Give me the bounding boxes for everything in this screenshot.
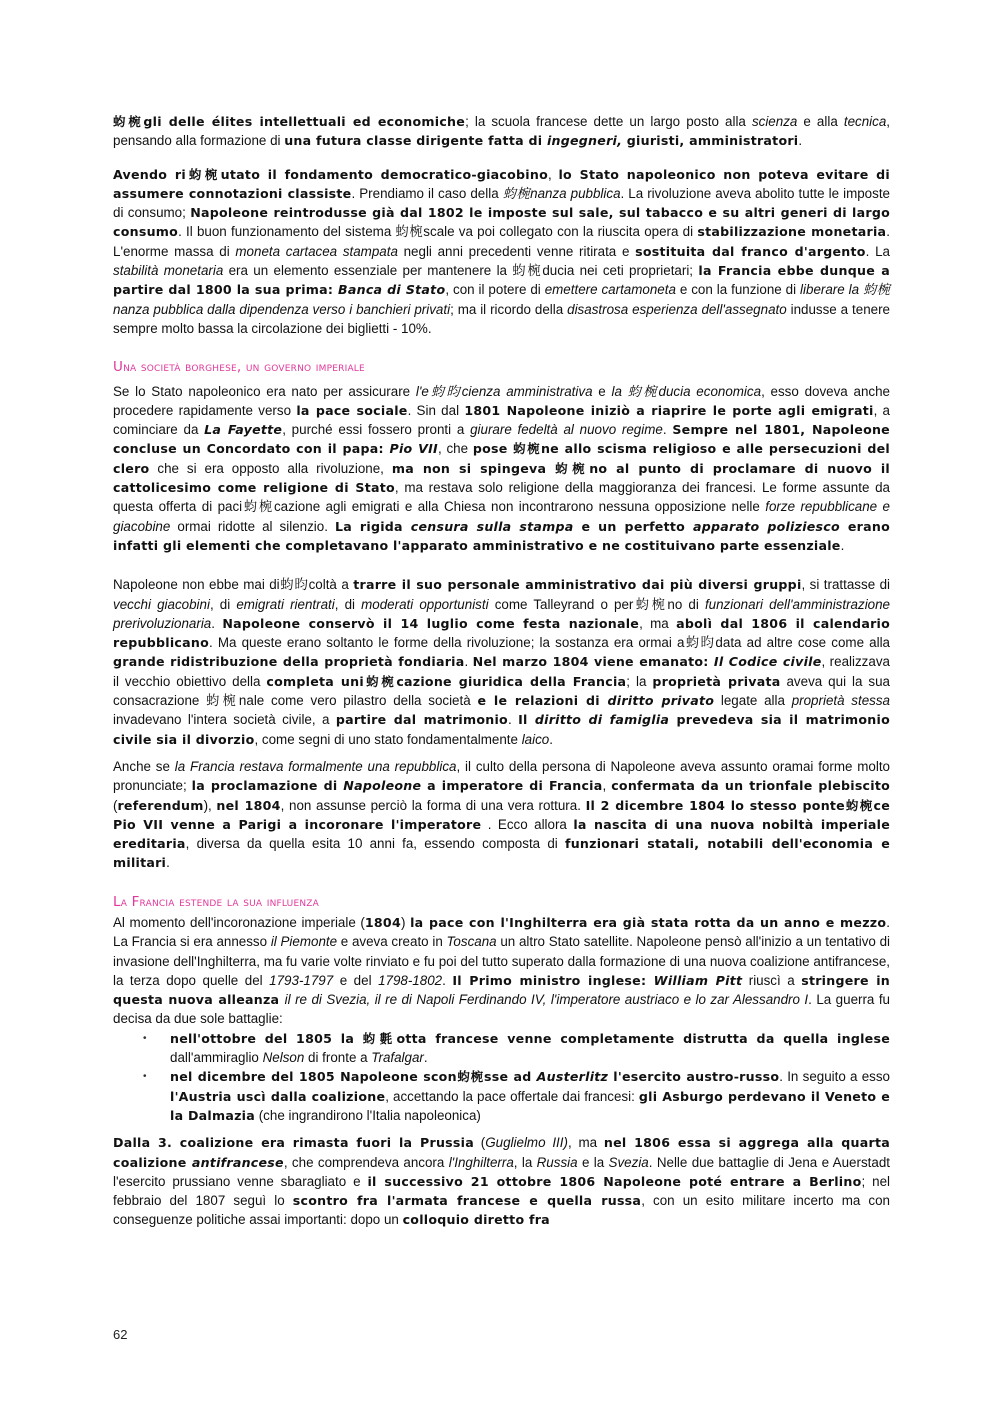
text-italic: il re di Svezia, il re di Napoli Ferdinando IV, l'imperatore austriaco e lo zar Alessandro I <box>284 992 809 1008</box>
text-italic: tecnica <box>843 114 887 129</box>
text: ormai ridotte al silenzio. <box>170 518 335 534</box>
text-italic: funzionari dell'amministrazione prerivoluzionaria <box>113 596 891 631</box>
text-italic: disastrosa esperienza dell'assegnato <box>567 301 787 317</box>
text: . <box>442 972 453 988</box>
text: . Il buon funzionamento del sistema 蚐椀scale va poi collegato con la riuscita opera di <box>178 224 698 240</box>
text-bold-italic: Banca di Stato <box>338 282 446 298</box>
text-bold: Nel marzo 1804 viene emanato: <box>472 654 714 670</box>
text: ; ma il ricordo della <box>450 301 568 317</box>
text-italic: emettere cartamoneta <box>544 282 676 298</box>
text: Anche se <box>113 758 175 774</box>
text: ( <box>113 797 118 813</box>
text-bold: 1804 <box>364 914 401 930</box>
text: . <box>549 731 553 747</box>
text: , realizzava il vecchio obiettivo della <box>113 654 890 689</box>
text-bold: 蚐椀gli delle élites intellettuali ed economiche <box>113 114 466 129</box>
text-bold: nel dicembre del 1805 Napoleone scon蚐椀sse ad <box>170 1069 537 1085</box>
text-bold: sostituita dal franco d'argento <box>635 243 866 259</box>
text: , <box>548 166 559 182</box>
text-bold: proprietà privata <box>652 673 781 689</box>
text: . La rivoluzione aveva abolito tutte le imposte di consumo; <box>113 185 890 221</box>
list-item <box>170 1029 890 1068</box>
text-bold: Dalla 3. coalizione era rimasta fuori la Prussia <box>113 1135 474 1151</box>
paragraph-civil-code <box>113 575 890 749</box>
text-bold-italic: apparato poliziesco <box>692 518 840 534</box>
text-bold-italic: Il Codice civile <box>713 654 822 670</box>
text: . <box>166 855 170 871</box>
text-italic: scienza <box>751 114 798 129</box>
text: , non assunse perciò la forma di una vera rottura. <box>280 797 586 813</box>
text: ), <box>203 797 217 813</box>
text: , che comprendeva ancora <box>283 1154 449 1170</box>
text-bold: nel 1804 <box>216 797 281 813</box>
text-bold: lo Stato napoleonico non poteva evitare di assumere connotazioni classiste <box>113 166 890 201</box>
text-bold: la pace con l'Inghilterra era già stata rotta da un anno e mezzo <box>410 914 887 930</box>
text: , di <box>334 596 362 612</box>
paragraph-empire <box>113 757 890 873</box>
text: riuscì a <box>742 972 802 988</box>
text: , la <box>513 1154 537 1170</box>
text-bold: e un perfetto <box>573 518 693 534</box>
text: , con il potere di <box>445 282 545 298</box>
text-bold: La rigida <box>334 518 411 534</box>
text: , che <box>437 441 473 457</box>
text-italic: Trafalgar <box>371 1050 424 1066</box>
text-bold-italic: diritto di famiglia <box>534 712 670 728</box>
text: , pensando alla formazione di <box>113 114 891 149</box>
text-bold-italic: censura sulla stampa <box>410 518 574 534</box>
text: . <box>507 712 519 728</box>
text: . <box>662 422 673 438</box>
text: Al momento dell'incoronazione imperiale ( <box>113 914 365 930</box>
text: aveva qui la sua consacrazione 蚐椀nale come vero pilastro della società <box>113 673 890 709</box>
text-italic: Guglielmo III) <box>485 1135 568 1151</box>
text: invadevano l'intera società civile, a <box>113 712 336 728</box>
text-bold: 1801 Napoleone iniziò a riaprire le porte agli emigrati <box>464 402 874 418</box>
paragraph-education <box>113 112 890 151</box>
text: ; nel febbraio del 1807 seguì lo <box>113 1173 890 1209</box>
text-italic: la Francia restava formalmente una repubblica <box>174 758 457 774</box>
text-bold: funzionari statali, notabili dell'economia e militari <box>113 836 891 871</box>
text-bold: e le relazioni di <box>477 693 608 709</box>
text-italic: Nelson <box>262 1050 305 1066</box>
text: , esso doveva anche procedere rapidamente verso <box>113 383 890 418</box>
text: , come segni di uno stato fondamentalmente <box>254 731 522 747</box>
text: , ma <box>567 1135 604 1151</box>
paragraph-coalition <box>113 913 890 1029</box>
text: ; la <box>626 673 653 689</box>
section-heading-society: Una società borghese, un governo imperiale <box>113 359 365 376</box>
text: e la <box>577 1154 609 1170</box>
text-bold: Avendo ri蚐椀utato il fondamento democratico-giacobino <box>113 166 548 182</box>
text: che si era opposto alla rivoluzione, <box>149 460 392 476</box>
text: , ma restava solo religione della maggioranza dei francesi. Le forme assunte da questa offerta di paci蚐椀cazione agli emigrati e alla Chiesa non incontrarono nessuna opposizione nelle <box>113 480 890 515</box>
text-italic: il Piemonte <box>270 934 338 950</box>
text: . Ma queste erano soltanto le forme della rivoluzione; la sostanza era ormai a蚐昀data ad altre cose come alla <box>208 635 890 651</box>
text-bold: l'esercito austro-russo <box>608 1069 780 1085</box>
text: ; la scuola francese dette un largo posto alla <box>465 114 752 129</box>
text: . Ecco allora <box>481 816 574 832</box>
text-bold: Napoleone conservò il 14 luglio come festa nazionale <box>222 615 640 631</box>
text: di fronte a <box>304 1050 372 1066</box>
text-bold: stabilizzazione monetaria <box>697 224 887 240</box>
text-bold-italic: La Fayette <box>204 422 283 438</box>
text-bold-italic: Napoleone <box>343 778 422 794</box>
text-bold: la proclamazione di <box>191 778 344 794</box>
text-bold: la pace sociale <box>296 402 408 418</box>
text: e aveva creato in <box>337 934 447 950</box>
text-italic: la 蚐椀ducia economica <box>611 383 762 399</box>
text: . Nelle due battaglie di Jena e Auerstadt l'esercito prussiano venne sbaragliato e <box>113 1154 890 1189</box>
page-number: 62 <box>113 1327 128 1342</box>
text-italic: 1793-1797 <box>269 972 334 988</box>
paragraph-prussia <box>113 1133 890 1229</box>
text-bold: la Francia ebbe dunque a partire dal 1800 la sua prima: <box>113 263 890 298</box>
text: come Talleyrand o per蚐椀no di <box>488 596 705 612</box>
text: , con un esito militare incerto ma con conseguenze politiche assai importanti: dopo un <box>113 1193 890 1228</box>
text: indusse a tenere sempre molto bassa la circolazione dei biglietti - 10%. <box>113 301 890 336</box>
text: . Prendiamo il caso della <box>351 185 503 201</box>
text-bold: gli Asburgo perdevano il Veneto e la Dalmazia <box>170 1088 890 1123</box>
text-italic: Svezia <box>608 1154 649 1170</box>
text-bold: grande ridistribuzione della proprietà fondiaria <box>113 654 465 670</box>
text: , il culto della persona di Napoleone aveva assunto oramai forme molto pronunciate; <box>113 758 891 794</box>
text-bold: pose 蚐椀ne allo scisma religioso e alle persecuzioni del clero <box>113 441 890 476</box>
text: , di <box>209 596 237 612</box>
text: negli anni precedenti venne ritirata e <box>397 243 636 259</box>
text: . La guerra fu decisa da due sole battaglie: <box>113 992 891 1027</box>
text-bold: a imperatore di Francia <box>421 778 603 794</box>
text-bold: nell'ottobre del 1805 la 蚐氀otta francese venne completamente distrutta da quella inglese <box>170 1030 890 1046</box>
text-bold-italic: antifrancese <box>191 1154 284 1170</box>
text: , purché essi fossero pronti a <box>282 422 471 438</box>
text: e <box>592 383 612 399</box>
section-heading-influence: La Francia estende la sua influenza <box>113 893 319 910</box>
text-italic: giurare fedeltà al nuovo regime <box>470 422 663 438</box>
text-italic: moneta cartacea stampata <box>235 243 398 259</box>
text-bold-italic: diritto privato <box>607 693 715 709</box>
text: Se lo Stato napoleonico era nato per assicurare <box>113 383 416 399</box>
text: , ma <box>639 615 677 631</box>
text: , a cominciare da <box>113 402 891 438</box>
text: era un elemento essenziale per mantenere la 蚐椀ducia nei ceti proprietari; <box>223 263 699 279</box>
text-bold: Il 2 dicembre 1804 lo stesso ponte蚐椀ce Pio VII venne a Parigi a incoronare l'imperatore <box>113 797 891 832</box>
text-bold: trarre il suo personale amministrativo dai più diversi gruppi <box>353 577 802 593</box>
text-bold: scontro fra l'armata francese e quella russa <box>292 1193 642 1209</box>
text-bold: prevedeva sia il matrimonio civile sia il divorzio <box>113 712 890 747</box>
text-bold: Napoleone reintrodusse già dal 1802 le imposte sul sale, sul tabacco e su altri generi di largo consumo <box>113 205 891 240</box>
text: . La Francia si era annesso <box>113 914 891 950</box>
text: . In seguito a esso <box>779 1069 891 1085</box>
text-italic: Russia <box>536 1154 578 1170</box>
document-page <box>113 112 890 1230</box>
text: . <box>464 654 473 670</box>
text: , accettando la pace offertale dai francesi: <box>385 1088 639 1104</box>
text: ( <box>473 1135 486 1151</box>
text: , <box>602 778 612 794</box>
text-bold-italic: William Pitt <box>653 972 743 988</box>
text-italic: Toscana <box>446 934 497 950</box>
text-italic: 蚐椀nanza pubblica <box>502 185 621 201</box>
text: e del <box>333 972 379 988</box>
battle-list <box>113 1029 890 1125</box>
text-bold: la nascita di una nuova nobiltà imperiale ereditaria <box>113 816 891 852</box>
text-bold: stringere in questa nuova alleanza <box>113 972 890 1008</box>
text-bold-italic: Austerlitz <box>536 1069 609 1085</box>
text-bold: confermata da un trionfale plebiscito <box>611 778 891 794</box>
text-bold: partire dal matrimonio <box>335 712 508 728</box>
text: . Sin dal <box>407 402 465 418</box>
text-bold: una futura classe dirigente fatta di <box>284 133 547 149</box>
text-bold: l'Austria uscì dalla coalizione <box>170 1088 386 1104</box>
text-italic: l'Inghilterra <box>448 1154 514 1170</box>
text-bold: completa uni蚐椀cazione giuridica della Francia <box>266 673 627 689</box>
text-bold: abolì dal 1806 il calendario repubblicano <box>113 615 890 651</box>
text-italic: laico <box>521 731 550 747</box>
text-bold: Sempre nel 1801, Napoleone concluse un Concordato con il papa: <box>113 422 890 457</box>
text: . <box>840 537 845 553</box>
text: . <box>798 133 803 149</box>
text-italic: emigrati rientrati <box>236 596 335 612</box>
text: , si trattasse di <box>801 577 890 593</box>
text-italic: moderati opportunisti <box>361 596 489 612</box>
text-italic: stabilità monetaria <box>113 263 224 279</box>
text: . La <box>865 243 890 259</box>
list-item <box>170 1067 890 1125</box>
text-bold: colloquio diretto fra <box>402 1212 550 1228</box>
text-bold: erano infatti gli elementi che completavano l'apparato amministrativo e ne costituivano parte essenziale <box>113 518 890 553</box>
text-italic: forze repubblicane e giacobine <box>113 499 890 534</box>
text: dall'ammiraglio <box>170 1050 263 1066</box>
text: , diversa da quella esita 10 anni fa, essendo composta di <box>185 836 565 852</box>
text: e con la funzione di <box>675 282 801 298</box>
text-bold: Il Primo ministro inglese: <box>452 972 654 988</box>
text-bold: Il <box>518 712 535 728</box>
text: . <box>211 615 223 631</box>
text-bold: nel 1806 essa si aggrega alla quarta coalizione <box>113 1135 890 1170</box>
text-bold: referendum <box>117 797 204 813</box>
text: . <box>423 1050 428 1066</box>
text-bold-italic: Pio VII <box>389 441 438 457</box>
text: (che ingrandirono l'Italia napoleonica) <box>255 1107 481 1123</box>
text: Napoleone non ebbe mai di蚐昀coltà a <box>113 577 354 593</box>
text-bold: ma non si spingeva 蚐椀no al punto di proclamare di nuovo il cattolicesimo come religione di Stato <box>113 460 890 496</box>
text-italic: liberare la 蚐椀nanza pubblica dalla dipendenza verso i banchieri privati <box>113 282 890 317</box>
text-italic: proprietà stessa <box>791 693 891 709</box>
text: . L'enorme massa di <box>113 224 890 259</box>
text: ) <box>400 914 411 930</box>
paragraph-social-peace <box>113 382 890 556</box>
text: un altro Stato satellite. Napoleone pensò all'inizio a un tentativo di invasione dell'Inghilterra, ma fu varie volte rinviato e fu poi del tutto superato dalla formazione di una nuova coalizione antifrancese, la terza dopo quelle del <box>113 934 890 988</box>
text-bold: giuristi, amministratori <box>622 133 799 149</box>
text-italic: vecchi giacobini <box>113 596 210 612</box>
text-italic: l'e蚐昀cienza amministrativa <box>415 383 593 399</box>
paragraph-finance <box>113 165 890 339</box>
text-italic: 1798-1802 <box>378 972 443 988</box>
text-bold-italic: ingegneri, <box>546 133 623 149</box>
text-bold: il successivo 21 ottobre 1806 Napoleone poté entrare a Berlino <box>367 1173 862 1189</box>
text: e alla <box>797 114 844 129</box>
text: legate alla <box>714 693 792 709</box>
